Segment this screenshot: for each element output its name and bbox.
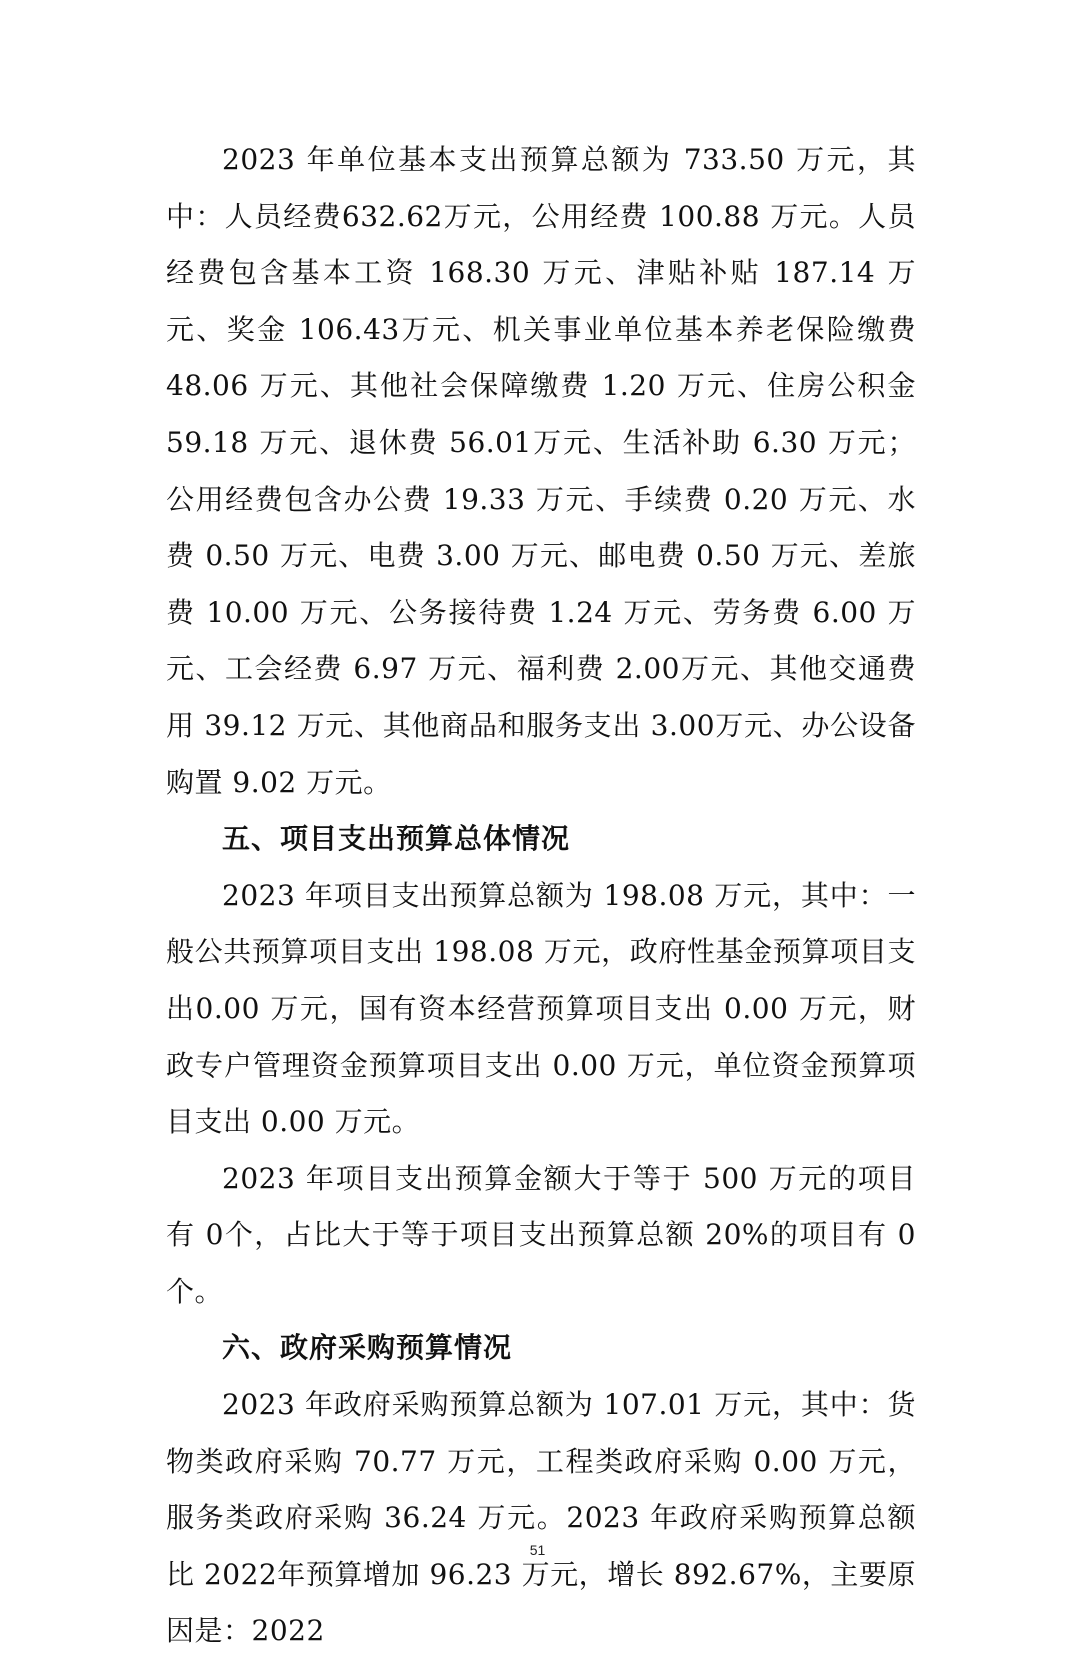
section-heading-government-procurement: 六、政府采购预算情况 (222, 1331, 513, 1365)
project-expenditure-paragraph: 2023 年项目支出预算总额为 198.08 万元，其中：一般公共预算项目支出 198.08 万元，政府性基金预算项目支出0.00 万元，国有资本经营预算项目支出 0.00 万元，财政专户管理资金预算项目支出 0.00 万元，单位资金预算项目支出 0.00 万元。 (166, 878, 916, 1139)
section-heading-project-expenditure: 五、项目支出预算总体情况 (222, 822, 571, 856)
large-project-paragraph: 2023 年项目支出预算金额大于等于 500 万元的项目有 0个，占比大于等于项目支出预算总额 20%的项目有 0 个。 (166, 1161, 916, 1308)
basic-expenditure-paragraph: 2023 年单位基本支出预算总额为 733.50 万元，其中：人员经费632.62万元，公用经费 100.88 万元。人员经费包含基本工资 168.30 万元、津贴补贴 187.14 万元、奖金 106.43万元、机关事业单位基本养老保险缴费 48.06 万元、其他社会保障缴费 1.20 万元、住房公积金 59.18 万元、退休费 56.01万元、生活补助 6.30 万元；公用经费包含办公费 19.33 万元、手续费 0.20 万元、水费 0.50 万元、电费 3.00 万元、邮电费 0.50 万元、差旅费 10.00 万元、公务接待费 1.24 万元、劳务费 6.00 万元、工会经费 6.97 万元、福利费 2.00万元、其他交通费用 39.12 万元、其他商品和服务支出 3.00万元、办公设备购置 9.02 万元。 (166, 143, 916, 799)
page-number: 51 (529, 1542, 546, 1558)
government-procurement-paragraph: 2023 年政府采购预算总额为 107.01 万元，其中：货物类政府采购 70.77 万元，工程类政府采购 0.00 万元，服务类政府采购 36.24 万元。2023 年政府采购预算总额比 2022年预算增加 96.23 万元，增长 892.67%，主要原因是：2022 (166, 1388, 916, 1648)
page-body (166, 132, 916, 1660)
